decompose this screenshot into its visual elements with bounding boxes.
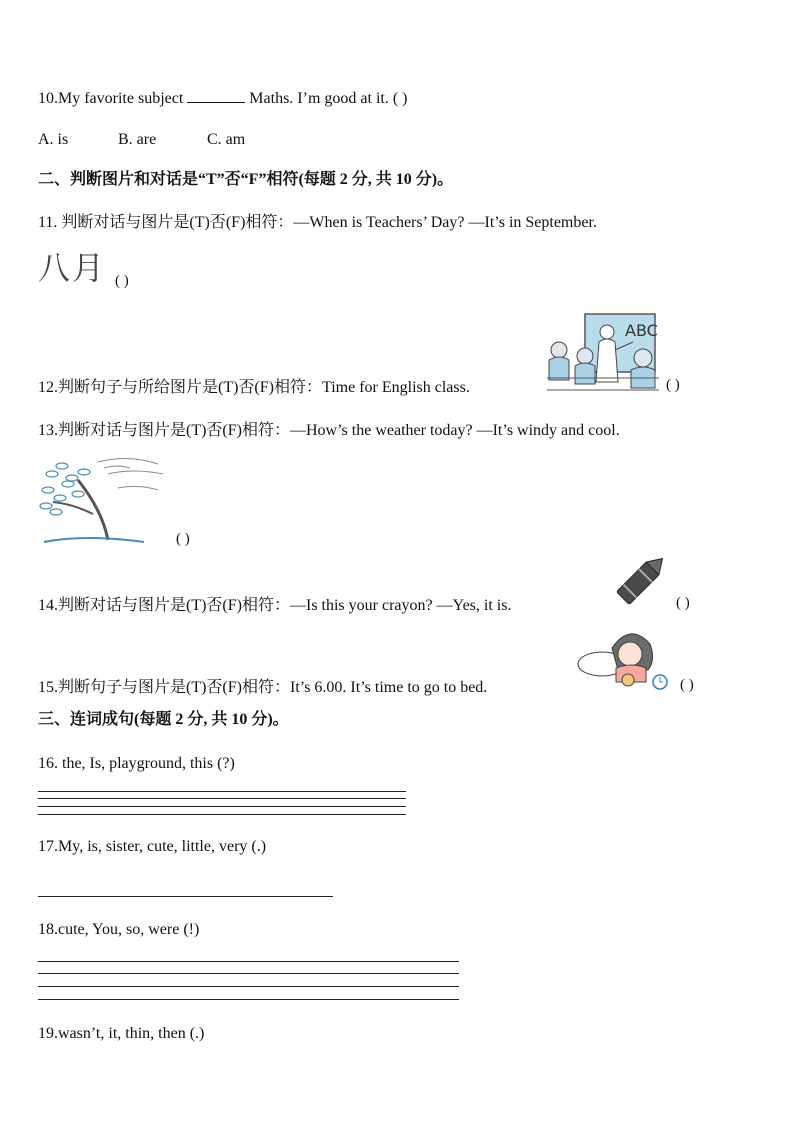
sleepy-girl-image <box>576 618 676 694</box>
question-10 <box>38 88 408 109</box>
section-2-heading: 二、判断图片和对话是“T”否“F”相符(每题 2 分, 共 10 分)。 <box>38 171 454 188</box>
answer-line[interactable] <box>38 999 459 1000</box>
question-10-stem: 10.My favorite subject <box>38 90 184 107</box>
answer-parens-12[interactable]: ( ) <box>666 377 680 393</box>
question-11: 11. 判断对话与图片是(T)否(F)相符：—When is Teachers’ Day? —It’s in September. <box>38 214 597 231</box>
answer-blank[interactable] <box>187 88 245 103</box>
blackboard-text: ABC <box>625 321 658 340</box>
answer-line[interactable] <box>38 986 459 987</box>
answer-line[interactable] <box>38 791 406 792</box>
option-c[interactable]: C. am <box>207 131 246 148</box>
classroom-image <box>547 312 659 392</box>
answer-parens-14[interactable]: ( ) <box>676 595 690 611</box>
windy-tree-image <box>38 454 178 546</box>
question-10-stem-end: Maths. I’m good at it. ( ) <box>249 90 408 107</box>
question-15: 15.判断句子与图片是(T)否(F)相符：It’s 6.00. It’s time to go to bed. <box>38 679 488 696</box>
august-character-image: 八月 <box>38 249 107 287</box>
question-14: 14.判断对话与图片是(T)否(F)相符：—Is this your crayon? —Yes, it is. <box>38 597 512 614</box>
question-16: 16. the, Is, playground, this (?) <box>38 755 235 772</box>
answer-line[interactable] <box>38 798 406 799</box>
answer-line[interactable] <box>38 961 459 962</box>
answer-parens-11[interactable]: ( ) <box>115 273 129 289</box>
answer-line[interactable] <box>38 814 406 815</box>
answer-line[interactable] <box>38 973 459 974</box>
crayon-image <box>606 556 668 612</box>
question-19: 19.wasn’t, it, thin, then (.) <box>38 1025 205 1042</box>
section-3-heading: 三、连词成句(每题 2 分, 共 10 分)。 <box>38 711 289 728</box>
answer-line[interactable] <box>38 806 406 807</box>
question-17: 17.My, is, sister, cute, little, very (.) <box>38 838 267 855</box>
question-18: 18.cute, You, so, were (!) <box>38 921 200 938</box>
answer-parens-15[interactable]: ( ) <box>680 677 694 693</box>
answer-parens-13[interactable]: ( ) <box>176 531 190 547</box>
answer-line[interactable] <box>38 896 333 897</box>
option-a[interactable]: A. is <box>38 131 69 148</box>
question-12: 12.判断句子与所给图片是(T)否(F)相符：Time for English class. <box>38 379 470 396</box>
option-b[interactable]: B. are <box>118 131 157 148</box>
question-13: 13.判断对话与图片是(T)否(F)相符：—How’s the weather today? —It’s windy and cool. <box>38 422 620 439</box>
